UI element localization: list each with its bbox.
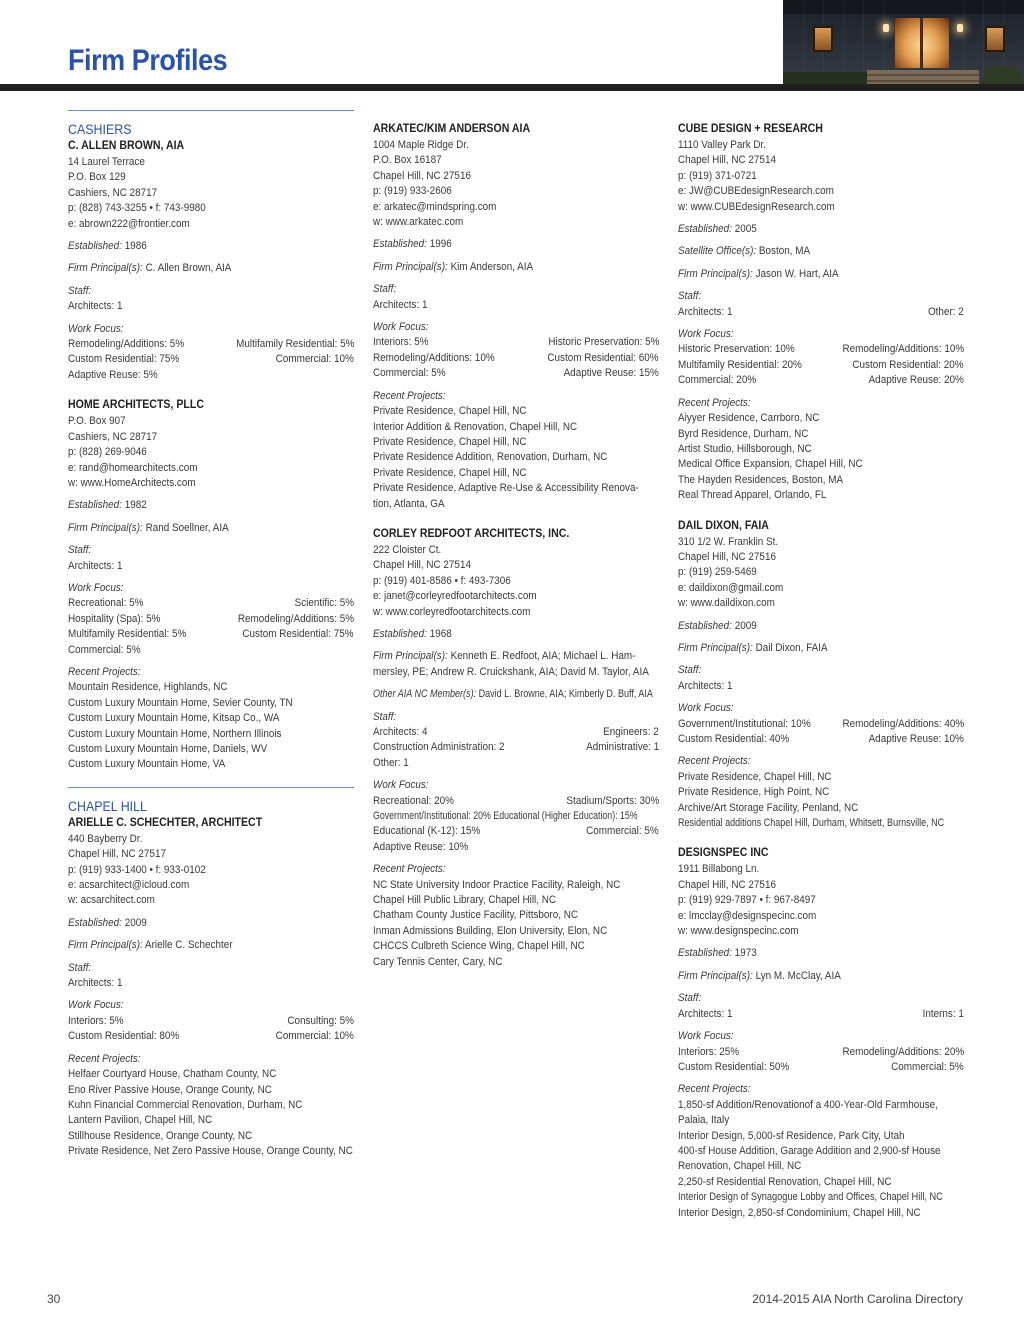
project-item: Archive/Art Storage Facility, Penland, NC — [678, 801, 859, 814]
project-item: Private Residence, Chapel Hill, NC — [373, 466, 527, 479]
project-item: Custom Luxury Mountain Home, Northern Illinois — [68, 727, 282, 740]
staff-value: Architects: 1 — [68, 300, 123, 313]
address-line: Chapel Hill, NC 27516 — [373, 169, 471, 182]
work-focus-row: Custom Residential: 80% Commercial: 10% — [68, 1030, 354, 1043]
staff-label: Staff: — [373, 283, 397, 296]
project-item: Custom Luxury Mountain Home, VA — [68, 758, 226, 771]
header-rule — [0, 84, 1024, 91]
section-divider — [68, 110, 354, 111]
project-item: Private Residence, Chapel Hill, NC — [678, 770, 832, 783]
staff-label: Staff: — [68, 961, 92, 974]
page-number: 30 — [47, 1292, 61, 1306]
email-line: e: acsarchitect@icloud.com — [68, 879, 190, 892]
phone-line: p: (919) 371-0721 — [678, 169, 757, 182]
staff-label: Staff: — [678, 290, 702, 303]
project-item: Stillhouse Residence, Orange County, NC — [68, 1129, 253, 1142]
project-item: Helfaer Courtyard House, Chatham County, NC — [68, 1068, 277, 1081]
project-item: Palaia, Italy — [678, 1114, 730, 1127]
firm-dail-dixon — [678, 518, 964, 832]
email-line: e: rand@homearchitects.com — [68, 461, 198, 474]
project-item: Real Thread Apparel, Orlando, FL — [678, 489, 827, 502]
project-item: 400-sf House Addition, Garage Addition and 2,900-sf House — [678, 1144, 941, 1157]
project-item: Interior Design, 5,000-sf Residence, Park City, Utah — [678, 1129, 905, 1142]
staff-row: Other: 1 — [373, 756, 409, 769]
project-item: Chatham County Justice Facility, Pittsboro, NC — [373, 909, 579, 922]
work-focus-row: Multifamily Residential: 20% Custom Residential: 20% — [678, 358, 964, 371]
work-focus-row: Educational (K-12): 15% Commercial: 5% — [373, 825, 659, 838]
phone-line: p: (919) 929-7897 • f: 967-8497 — [678, 894, 816, 907]
project-item: Private Residence, Chapel Hill, NC — [373, 435, 527, 448]
satellite-offices: Satellite Office(s): Boston, MA — [678, 245, 811, 258]
publication-title: 2014-2015 AIA North Carolina Directory — [752, 1292, 963, 1306]
address-line: 1004 Maple Ridge Dr. — [373, 139, 469, 151]
firm-name: C. ALLEN BROWN, AIA — [68, 140, 185, 152]
project-item: Custom Luxury Mountain Home, Daniels, WV — [68, 743, 268, 755]
firm-arkatec — [373, 121, 659, 512]
work-focus-label: Work Focus: — [373, 779, 429, 792]
phone-line: p: (828) 743-3255 • f: 743-9980 — [68, 202, 206, 215]
address-line: Chapel Hill, NC 27514 — [678, 154, 776, 167]
established: Established: 2009 — [678, 619, 757, 632]
project-item: Aiyyer Residence, Carrboro, NC — [678, 412, 820, 425]
phone-line: p: (919) 401-8586 • f: 493-7306 — [373, 574, 511, 587]
firm-home-architects — [68, 397, 354, 773]
address-line: Chapel Hill, NC 27516 — [678, 550, 776, 563]
established: Established: 1986 — [68, 240, 147, 253]
address-line: Chapel Hill, NC 27516 — [678, 878, 776, 891]
firm-principals: Firm Principal(s): Lyn M. McClay, AIA — [678, 969, 841, 982]
other-members: Other AIA NC Member(s): David L. Browne, AIA; Kimberly D. Buff, AIA — [373, 688, 653, 701]
firm-name: CUBE DESIGN + RESEARCH — [678, 123, 823, 135]
column-2 — [373, 121, 659, 984]
project-item: Artist Studio, Hillsborough, NC — [678, 442, 812, 455]
address-line: 14 Laurel Terrace — [68, 156, 145, 168]
website-line: w: www.designspecinc.com — [678, 925, 799, 938]
staff-label: Staff: — [373, 710, 397, 723]
project-item: Residential additions Chapel Hill, Durham, Whitsett, Burnsville, NC — [678, 817, 945, 830]
address-line: P.O. Box 907 — [68, 415, 126, 428]
project-item: tion, Atlanta, GA — [373, 497, 445, 510]
work-focus-row: Hospitality (Spa): 5% Remodeling/Additions: 5% — [68, 612, 354, 625]
firm-principals: Firm Principal(s): Jason W. Hart, AIA — [678, 267, 839, 280]
staff-row: Architects: 1 Other: 2 — [678, 305, 964, 318]
work-focus-label: Work Focus: — [678, 328, 734, 341]
address-line: 440 Bayberry Dr. — [68, 832, 143, 845]
phone-line: p: (919) 933-2606 — [373, 185, 452, 198]
address-line: 310 1/2 W. Franklin St. — [678, 535, 779, 548]
column-3 — [678, 121, 964, 1235]
work-focus-row: Government/Institutional: 10% Remodeling/Additions: 40% — [678, 717, 964, 730]
address-line: Cashiers, NC 28717 — [68, 186, 158, 199]
header-house-photo — [783, 0, 1024, 88]
work-focus-row: Commercial: 5% Adaptive Reuse: 15% — [373, 367, 659, 380]
recent-projects-label: Recent Projects: — [68, 665, 141, 678]
project-item: Interior Addition & Renovation, Chapel Hill, NC — [373, 420, 578, 433]
recent-projects-label: Recent Projects: — [373, 389, 446, 402]
recent-projects-label: Recent Projects: — [678, 396, 751, 409]
project-item: Lantern Pavilion, Chapel Hill, NC — [68, 1114, 213, 1127]
page-title: Firm Profiles — [68, 44, 228, 77]
website-line: w: www.corleyredfootarchitects.com — [373, 605, 531, 618]
website-line: w: www.daildixon.com — [678, 597, 775, 610]
work-focus-row: Custom Residential: 40% Adaptive Reuse: 10% — [678, 733, 964, 745]
work-focus-row: Recreational: 20% Stadium/Sports: 30% — [373, 794, 659, 807]
staff-row: Construction Administration: 2 Administrative: 1 — [373, 741, 659, 754]
firm-name: CORLEY REDFOOT ARCHITECTS, INC. — [373, 527, 570, 540]
address-line: P.O. Box 129 — [68, 171, 126, 184]
phone-line: p: (919) 933-1400 • f: 933-0102 — [68, 863, 206, 876]
work-focus-row: Commercial: 20% Adaptive Reuse: 20% — [678, 374, 964, 387]
firm-cube-design — [678, 121, 964, 504]
recent-projects-label: Recent Projects: — [373, 863, 446, 876]
staff-value: Architects: 1 — [373, 298, 428, 311]
project-item: Medical Office Expansion, Chapel Hill, NC — [678, 458, 863, 471]
staff-label: Staff: — [68, 544, 92, 557]
project-item: Private Residence Addition, Renovation, Durham, NC — [373, 451, 608, 464]
work-focus-row: Historic Preservation: 10% Remodeling/Additions: 10% — [678, 343, 964, 356]
staff-label: Staff: — [678, 992, 702, 1005]
firm-principals: Firm Principal(s): Kenneth E. Redfoot, AIA; Michael L. Ham- — [373, 650, 636, 663]
section-divider — [68, 787, 354, 788]
email-line: e: JW@CUBEdesignResearch.com — [678, 185, 834, 198]
firm-principals: Firm Principal(s): Arielle C. Schechter — [68, 939, 233, 952]
work-focus-row: Government/Institutional: 20% Educational (Higher Education): 15% — [373, 810, 638, 823]
established: Established: 1968 — [373, 627, 452, 640]
work-focus-row: Custom Residential: 50% Commercial: 5% — [678, 1060, 964, 1073]
address-line: Chapel Hill, NC 27514 — [373, 559, 471, 572]
project-item: Kuhn Financial Commercial Renovation, Durham, NC — [68, 1098, 303, 1111]
project-item: CHCCS Culbreth Science Wing, Chapel Hill, NC — [373, 940, 585, 953]
project-item: Private Residence, Net Zero Passive House, Orange County, NC — [68, 1145, 353, 1158]
work-focus-row: Multifamily Residential: 5% Custom Residential: 75% — [68, 628, 354, 641]
firm-corley-redfoot — [373, 526, 659, 970]
recent-projects-label: Recent Projects: — [678, 1083, 751, 1096]
project-item: Custom Luxury Mountain Home, Kitsap Co., WA — [68, 712, 280, 725]
project-item: Interior Design, 2,850-sf Condominium, Chapel Hill, NC — [678, 1206, 921, 1219]
project-item: Private Residence, Chapel Hill, NC — [373, 405, 527, 418]
staff-row: Architects: 1 Interns: 1 — [678, 1007, 964, 1020]
project-item: The Hayden Residences, Boston, MA — [678, 473, 844, 486]
project-item: Private Residence, High Point, NC — [678, 786, 830, 799]
work-focus-label: Work Focus: — [678, 702, 734, 715]
address-line: Cashiers, NC 28717 — [68, 430, 158, 443]
established: Established: 1982 — [68, 499, 147, 512]
website-line: w: www.HomeArchitects.com — [68, 476, 196, 489]
project-item: Eno River Passive House, Orange County, NC — [68, 1083, 272, 1096]
firm-principals: Firm Principal(s): Rand Soellner, AIA — [68, 521, 229, 534]
recent-projects-label: Recent Projects: — [678, 755, 751, 768]
project-item: Custom Luxury Mountain Home, Sevier County, TN — [68, 696, 293, 709]
project-item: Interior Design of Synagogue Lobby and Offices, Chapel Hill, NC — [678, 1191, 943, 1204]
address-line: Chapel Hill, NC 27517 — [68, 848, 166, 861]
firm-arielle-schechter — [68, 815, 354, 1160]
firm-name: HOME ARCHITECTS, PLLC — [68, 399, 204, 412]
firm-principals: Firm Principal(s): C. Allen Brown, AIA — [68, 262, 232, 275]
address-line: 1110 Valley Park Dr. — [678, 139, 767, 151]
section-heading-chapel-hill: CHAPEL HILL — [68, 798, 147, 814]
firm-name: ARKATEC/KIM ANDERSON AIA — [373, 123, 531, 135]
established: Established: 2005 — [678, 223, 757, 236]
project-item: Mountain Residence, Highlands, NC — [68, 681, 228, 694]
project-item: Private Residence, Adaptive Re-Use & Accessibility Renova- — [373, 482, 639, 495]
firm-principals: Firm Principal(s): Dail Dixon, FAIA — [678, 641, 828, 654]
section-heading-cashiers: CASHIERS — [68, 122, 132, 137]
firm-c-allen-brown — [68, 138, 354, 383]
work-focus-label: Work Focus: — [373, 321, 429, 334]
address-line: P.O. Box 16187 — [373, 154, 442, 167]
work-focus-row: Interiors: 5% Historic Preservation: 5% — [373, 336, 659, 349]
work-focus-row: Interiors: 25% Remodeling/Additions: 20% — [678, 1045, 964, 1058]
work-focus-row: Adaptive Reuse: 10% — [373, 840, 469, 853]
website-line: w: www.arkatec.com — [373, 216, 464, 229]
website-line: w: acsarchitect.com — [68, 894, 155, 907]
firm-principals-cont: mersley, PE; Andrew R. Cruickshank, AIA; David M. Taylor, AIA — [373, 665, 649, 678]
phone-line: p: (919) 259-5469 — [678, 566, 757, 579]
email-line: e: janet@corleyredfootarchitects.com — [373, 590, 537, 603]
work-focus-row: Adaptive Reuse: 5% — [68, 368, 158, 381]
project-item: Chapel Hill Public Library, Chapel Hill, NC — [373, 894, 557, 907]
work-focus-label: Work Focus: — [678, 1030, 734, 1043]
email-line: e: daildixon@gmail.com — [678, 581, 784, 594]
work-focus-row: Custom Residential: 75% Commercial: 10% — [68, 353, 354, 366]
email-line: e: lmcclay@designspecinc.com — [678, 909, 817, 922]
firm-name: DESIGNSPEC INC — [678, 847, 769, 860]
work-focus-label: Work Focus: — [68, 581, 124, 594]
established: Established: 1973 — [678, 947, 757, 960]
email-line: e: arkatec@mindspring.com — [373, 200, 497, 213]
staff-value: Architects: 1 — [68, 559, 123, 572]
address-line: 222 Cloister Ct. — [373, 543, 442, 556]
project-item: 1,850-sf Addition/Renovationof a 400-Year-Old Farmhouse, — [678, 1098, 938, 1111]
firm-principals: Firm Principal(s): Kim Anderson, AIA — [373, 260, 534, 273]
work-focus-row: Commercial: 5% — [68, 643, 141, 656]
work-focus-row: Remodeling/Additions: 5% Multifamily Residential: 5% — [68, 338, 354, 351]
email-line: e: abrown222@frontier.com — [68, 217, 190, 230]
firm-designspec — [678, 845, 964, 1221]
project-item: Byrd Residence, Durham, NC — [678, 427, 809, 440]
work-focus-label: Work Focus: — [68, 999, 124, 1012]
staff-label: Staff: — [678, 664, 702, 677]
staff-label: Staff: — [68, 284, 92, 297]
staff-value: Architects: 1 — [678, 679, 733, 692]
work-focus-row: Remodeling/Additions: 10% Custom Residential: 60% — [373, 351, 659, 364]
established: Established: 2009 — [68, 916, 147, 929]
work-focus-label: Work Focus: — [68, 322, 124, 335]
address-line: 1911 Billabong Ln. — [678, 863, 760, 876]
project-item: Cary Tennis Center, Cary, NC — [373, 955, 503, 968]
work-focus-row: Interiors: 5% Consulting: 5% — [68, 1014, 354, 1027]
firm-name: ARIELLE C. SCHECHTER, ARCHITECT — [68, 816, 263, 829]
project-item: Inman Admissions Building, Elon University, Elon, NC — [373, 924, 608, 937]
website-line: w: www.CUBEdesignResearch.com — [678, 200, 835, 213]
project-item: NC State University Indoor Practice Facility, Raleigh, NC — [373, 878, 621, 891]
firm-name: DAIL DIXON, FAIA — [678, 519, 769, 532]
column-1 — [68, 110, 354, 1174]
project-item: Renovation, Chapel Hill, NC — [678, 1160, 802, 1173]
staff-row: Architects: 4 Engineers: 2 — [373, 726, 659, 738]
recent-projects-label: Recent Projects: — [68, 1052, 141, 1065]
staff-value: Architects: 1 — [68, 977, 123, 990]
established: Established: 1996 — [373, 238, 452, 251]
project-item: 2,250-sf Residential Renovation, Chapel Hill, NC — [678, 1175, 892, 1188]
work-focus-row: Recreational: 5% Scientific: 5% — [68, 597, 354, 610]
phone-line: p: (828) 269-9046 — [68, 446, 147, 459]
